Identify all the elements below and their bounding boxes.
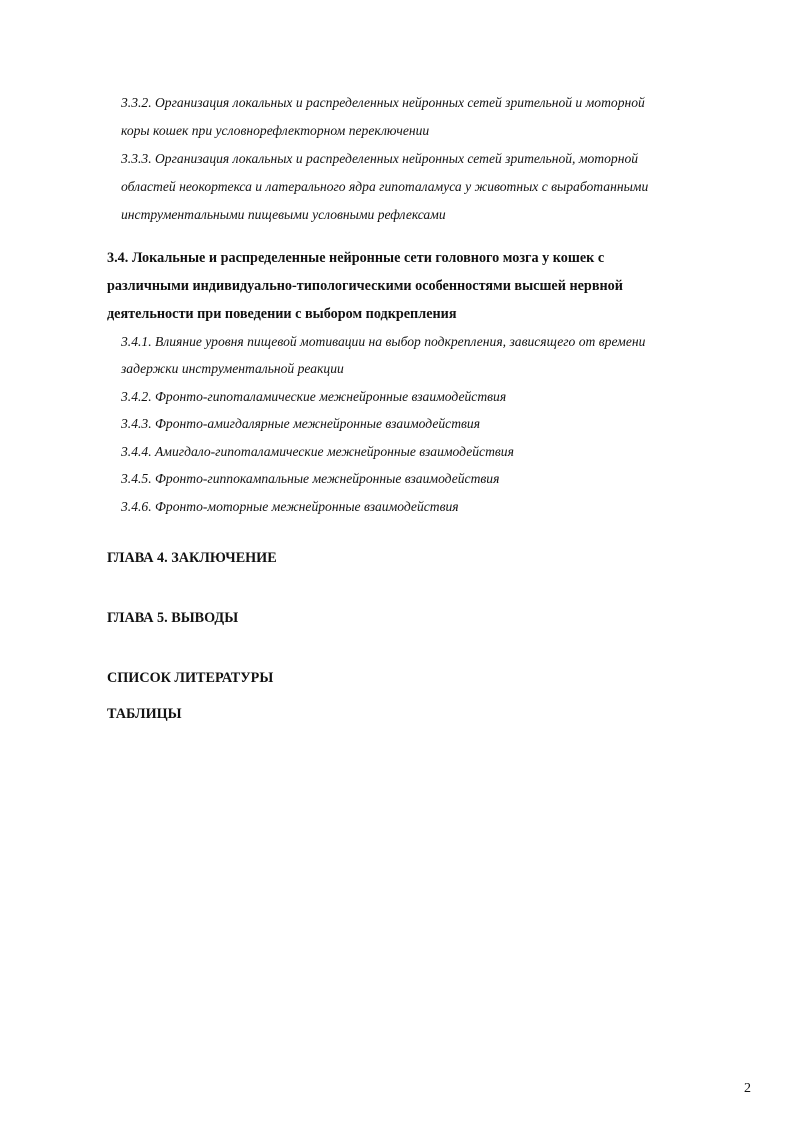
page-number: 2 [744,1081,751,1096]
toc-entry-text-line: инструментальными пищевыми условными рефлексами [121,207,446,222]
toc-entry-text-line: областей неокортекса и латерального ядра гипоталамуса у животных с выработанными [121,179,649,194]
toc-entry-text-line: деятельности при поведении с выбором подкрепления [107,306,457,322]
toc-chapter-title: СПИСОК ЛИТЕРАТУРЫ [107,670,274,686]
toc-chapter-title: ТАБЛИЦЫ [107,706,182,722]
toc-entry-text-line: 3.4.5. Фронто-гиппокампальные межнейронные взаимодействия [121,471,500,486]
toc-chapter-title: ГЛАВА 5. ВЫВОДЫ [107,610,239,626]
toc-entry-text-line: 3.4.4. Амигдало-гипоталамические межнейронные взаимодействия [121,444,514,459]
toc-entry-text-line: 3.4.6. Фронто-моторные межнейронные взаимодействия [121,499,459,514]
toc-entry-text-line: различными индивидуально-типологическими особенностями высшей нервной [107,278,623,294]
toc-entry-text-line: коры кошек при условнорефлекторном переключении [121,123,430,138]
toc-entry-text-line: 3.4.2. Фронто-гипоталамические межнейронные взаимодействия [121,389,507,404]
toc-entry-text-line: 3.4.3. Фронто-амигдалярные межнейронные взаимодействия [121,416,481,431]
toc-entry-text-line: задержки инструментальной реакции [121,361,344,376]
toc-entry-text-line: 3.4. Локальные и распределенные нейронные сети головного мозга у кошек с [107,250,605,266]
toc-chapter-title: ГЛАВА 4. ЗАКЛЮЧЕНИЕ [107,550,277,566]
toc-entry-text-line: 3.4.1. Влияние уровня пищевой мотивации на выбор подкрепления, зависящего от времени [121,334,646,349]
toc-entry-text-line: 3.3.2. Организация локальных и распределенных нейронных сетей зрительной и моторной [121,95,645,110]
toc-entry-text-line: 3.3.3. Организация локальных и распределенных нейронных сетей зрительной, моторной [121,151,639,166]
